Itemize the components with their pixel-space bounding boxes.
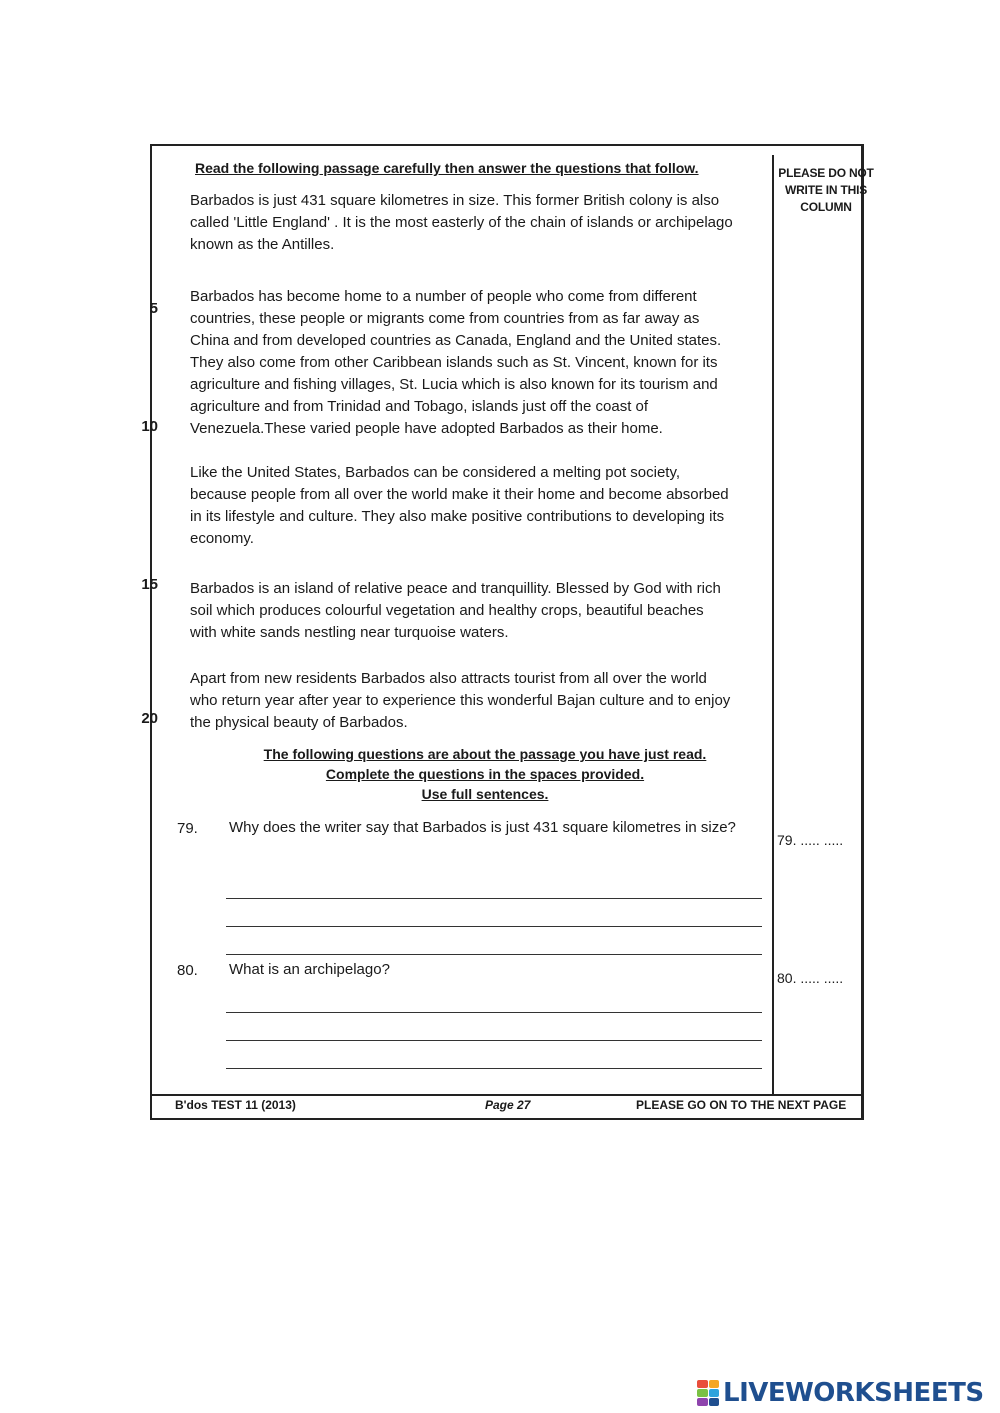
logo-block: [697, 1398, 708, 1406]
passage-paragraph-4: Barbados is an island of relative peace and tranquillity. Blessed by God with rich soil which produces colourful vegetation and healthy crops, beautiful beaches with white sands nestling near turquoise waters.: [190, 580, 721, 641]
margin-column-divider: [772, 155, 774, 1095]
footer-next-page: PLEASE GO ON TO THE NEXT PAGE: [636, 1098, 847, 1112]
passage-paragraph-1: Barbados is just 431 square kilometres in size. This former British colony is also called 'Little England' . It is the most easterly of the chain of islands or archipelago known as the Antilles.: [190, 192, 733, 253]
logo-block: [709, 1398, 720, 1406]
liveworksheets-wordmark: LIVEWORKSHEETS: [723, 1378, 984, 1408]
liveworksheets-logo-icon: [697, 1380, 719, 1406]
reading-instruction: Read the following passage carefully then answer the questions that follow.: [195, 160, 699, 176]
answer-79-line-3[interactable]: [226, 954, 762, 955]
logo-block: [709, 1389, 720, 1397]
passage-paragraph-2: Barbados has become home to a number of people who come from different countries, these people or migrants come from countries from as far away as China and from developed countries as Canada, England and the United states. They also come from other Caribbean islands such as St. Vincent, known for its agriculture and fishing villages, St. Lucia which is also known for its tourism and agriculture and from Trinidad and Tobago, islands just off the coast of Venezuela.These varied people have adopted Barbados as their home.: [190, 288, 722, 437]
answer-80-line-3[interactable]: [226, 1068, 762, 1069]
passage-paragraph-3: Like the United States, Barbados can be considered a melting pot society, because people from all over the world make it their home and become absorbed in its lifestyle and culture. They also make positive contributions to developing its economy.: [190, 464, 729, 547]
answer-79-line-1[interactable]: [226, 898, 762, 899]
footer-divider: [150, 1094, 864, 1096]
line-number-20: 20: [141, 710, 158, 727]
question-80-mark: 80. ..... .....: [777, 970, 844, 986]
liveworksheets-logo: [697, 1378, 984, 1408]
line-number-10: 10: [141, 418, 158, 435]
question-instructions: The following questions are about the passage you have just read. Complete the questions in the spaces provided. Use full sentences.: [263, 746, 707, 802]
logo-block: [697, 1380, 708, 1388]
line-number-5: 5: [149, 300, 158, 317]
answer-80-line-2[interactable]: [226, 1040, 762, 1041]
do-not-write-column-header: PLEASE DO NOT WRITE IN THIS COLUMN: [778, 166, 874, 214]
line-number-15: 15: [141, 576, 158, 593]
footer-page-number: Page 27: [485, 1098, 531, 1112]
passage-paragraph-5: Apart from new residents Barbados also attracts tourist from all over the world who return year after year to experience this wonderful Bajan culture and to enjoy the physical beauty of Barbados.: [190, 670, 731, 731]
logo-block: [709, 1380, 720, 1388]
answer-80-line-1[interactable]: [226, 1012, 762, 1013]
answer-79-line-2[interactable]: [226, 926, 762, 927]
logo-block: [697, 1389, 708, 1397]
question-80-number: 80.: [177, 962, 198, 979]
question-79-number: 79.: [177, 820, 198, 837]
question-79-mark: 79. ..... .....: [777, 832, 844, 848]
footer-test-label: B'dos TEST 11 (2013): [175, 1098, 296, 1112]
question-79-text: Why does the writer say that Barbados is just 431 square kilometres in size?: [229, 819, 736, 836]
question-80-text: What is an archipelago?: [229, 961, 390, 978]
